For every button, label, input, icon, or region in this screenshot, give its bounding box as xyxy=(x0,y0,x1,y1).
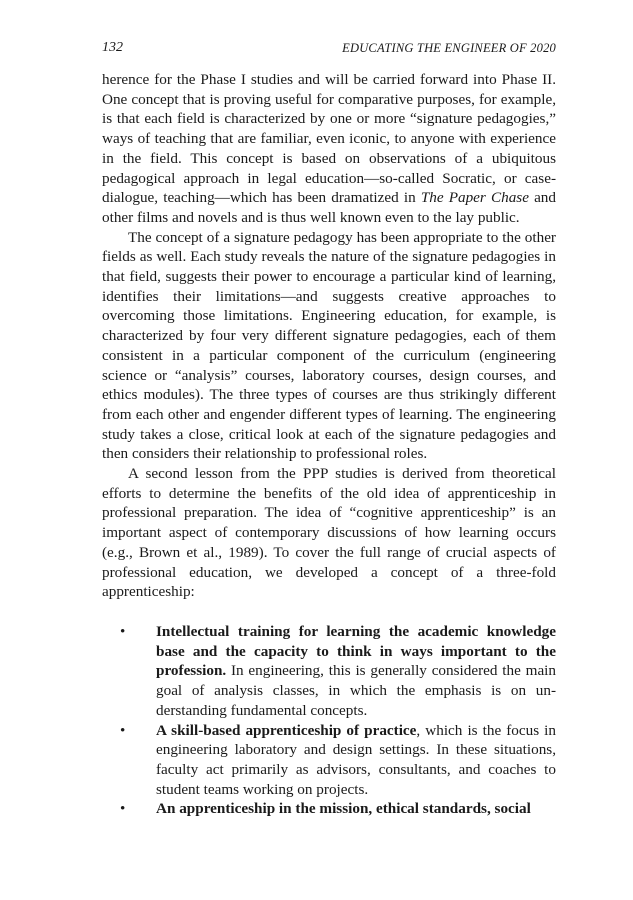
apprenticeship-list xyxy=(102,622,556,819)
paragraph-2: The concept of a signature pedagogy has been appropriate to the other fields as well. Each study reveals the nature of the signature pedagogies in that field, suggests their power to encourage a particular kind of learning, identifies their limitations—and suggests creative approaches to overcoming those limitations. Engineering education, for example, is characterized by four very different signature pedagogies, each of them consistent in a particular component of the curriculum (engineering science or “analysis” courses, laboratory courses, design courses, and ethics modules). The three types of courses are thus strikingly different from each other and engender different types of learning. The engineering study takes a close, critical look at each of the signature pedagogies and then considers their relationship to professional roles. xyxy=(102,228,556,463)
list-item-text: In engineering, this is generally considered the main goal of analysis classes, in which the emphasis is on understanding fundamental concepts. xyxy=(156,662,556,719)
paragraph-1-tail: and other films and novels and is thus well known even to the lay public. xyxy=(102,189,556,226)
list-item-lead: An apprenticeship in the mission, ethical standards, social xyxy=(156,800,531,818)
list-item-text: , which is the focus in engineering laboratory and design settings. In these situations, faculty act primarily as advisors, consultants, and coaches to student teams working on projects. xyxy=(156,721,556,798)
body-text xyxy=(102,70,556,819)
list-item-lead: Intellectual training for learning the academic knowledge base and the capacity to think in ways important to the profession. xyxy=(156,622,556,680)
bullet-icon: • xyxy=(120,622,126,640)
list-item xyxy=(102,622,556,721)
paragraph-3: A second lesson from the PPP studies is derived from theoretical efforts to determine the benefits of the old idea of apprenticeship in professional preparation. The idea of “cognitive apprenticeship” is an important aspect of contemporary discussions of how learning occurs (e.g., Brown et al., 1989). To cover the full range of crucial aspects of professional education, we developed a concept of a three-fold apprenticeship: xyxy=(102,465,556,601)
list-item-lead: A skill-based apprenticeship of practice xyxy=(156,721,417,739)
film-title: The Paper Chase xyxy=(420,189,529,207)
page-number: 132 xyxy=(102,40,123,55)
paragraph-1 xyxy=(102,70,556,228)
paragraph-1-text: herence for the Phase I studies and will be carried forward into Phase II. One concept that is proving useful for comparative purposes, for example, is that each field is characterized by one or more “signature pedagogies,” ways of teaching that are familiar, even iconic, to anyone with experience in the field. This concept is based on observations of a ubiquitous pedagogical approach in legal education—so-called Socratic, or case-dialogue, teaching—which has been dramatized in xyxy=(102,71,556,207)
bullet-icon: • xyxy=(120,800,126,818)
bullet-icon: • xyxy=(120,721,126,739)
list-item xyxy=(102,721,556,800)
list-item xyxy=(102,799,556,819)
running-header xyxy=(102,38,556,58)
running-title: EDUCATING THE ENGINEER OF 2020 xyxy=(342,41,556,55)
